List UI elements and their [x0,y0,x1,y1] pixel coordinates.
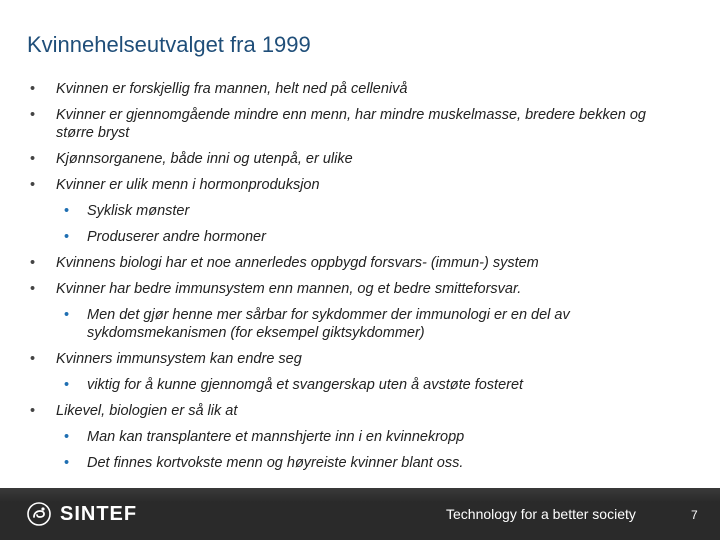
page-number: 7 [691,508,698,522]
tagline: Technology for a better society [446,506,636,522]
bullet-item [0,350,720,368]
bullet-text: Kvinners immunsystem kan endre seg [56,351,302,367]
bullet-dot-icon: • [30,177,36,193]
sub-bullet-item [0,306,720,342]
bullet-text: Likevel, biologien er så lik at [56,403,238,419]
bullet-text: Produserer andre hormoner [87,229,266,245]
sintef-logo [27,501,137,527]
bullet-dot-icon: • [64,377,70,393]
bullet-dot-icon: • [64,229,70,245]
sintef-logo-icon [27,502,51,526]
bullet-text: Man kan transplantere et mannshjerte inn i en kvinnekropp [87,429,465,445]
bullet-text: viktig for å kunne gjennomgå et svangerskap uten å avstøte fosteret [87,377,524,393]
bullet-dot-icon: • [64,307,70,323]
bullet-item [0,280,720,298]
sub-bullet-item [0,228,720,246]
bullet-item [0,176,720,194]
logo-text: SINTEF [60,502,138,525]
bullet-dot-icon: • [30,107,36,123]
bullet-list [0,80,720,480]
bullet-text: Kvinnens biologi har et noe annerledes oppbygd forsvars- (immun-) system [56,255,539,271]
bullet-text: Kvinner er gjennomgående mindre enn menn, har mindre muskelmasse, bredere bekken og større bryst [56,107,646,141]
slide-title: Kvinnehelseutvalget fra 1999 [27,32,311,57]
bullet-item [0,80,720,98]
bullet-dot-icon: • [30,403,36,419]
bullet-text: Kjønnsorganene, både inni og utenpå, er ulike [56,151,353,167]
bullet-item [0,150,720,168]
sub-bullet-item [0,202,720,220]
footer-bar [0,488,720,540]
bullet-text: Kvinnen er forskjellig fra mannen, helt ned på cellenivå [56,81,408,97]
bullet-dot-icon: • [64,429,70,445]
sub-bullet-item [0,454,720,472]
sub-bullet-item [0,428,720,446]
bullet-text: Kvinner er ulik menn i hormonproduksjon [56,177,320,193]
bullet-dot-icon: • [30,255,36,271]
bullet-item [0,254,720,272]
bullet-text: Det finnes kortvokste menn og høyreiste kvinner blant oss. [87,455,464,471]
bullet-item [0,106,720,142]
bullet-dot-icon: • [30,281,36,297]
bullet-dot-icon: • [30,351,36,367]
bullet-item [0,402,720,420]
bullet-dot-icon: • [64,455,70,471]
bullet-dot-icon: • [30,151,36,167]
sub-bullet-item [0,376,720,394]
bullet-text: Men det gjør henne mer sårbar for sykdommer der immunologi er en del av sykdomsmekanismen (for eksempel giktsykdommer) [87,307,570,341]
bullet-text: Syklisk mønster [87,203,190,219]
bullet-dot-icon: • [64,203,70,219]
bullet-text: Kvinner har bedre immunsystem enn mannen, og et bedre smitteforsvar. [56,281,522,297]
bullet-dot-icon: • [30,81,36,97]
